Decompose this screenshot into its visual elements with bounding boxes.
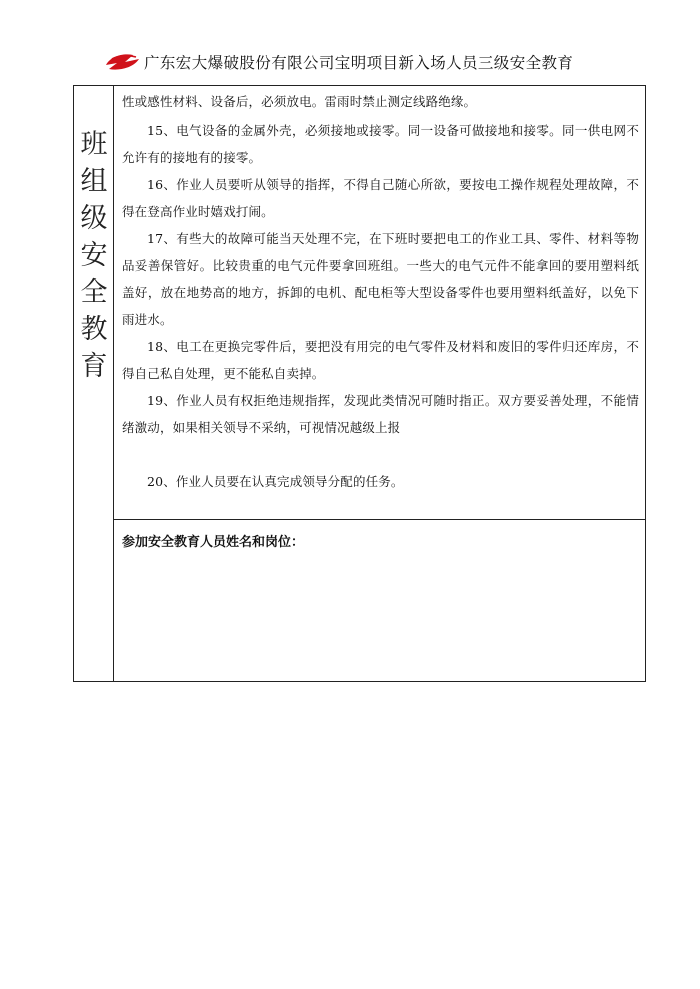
rule-paragraph: 性或感性材料、设备后，必须放电。雷雨时禁止测定线路绝缘。 (122, 94, 477, 109)
side-label-char: 教 (80, 314, 108, 345)
education-form (73, 85, 646, 682)
rule-paragraph: 16、作业人员要听从领导的指挥，不得自己随心所欲，要按电工操作规程处理故障，不得在登高作业时嬉戏打闹。 (122, 177, 639, 219)
side-label-char: 全 (80, 277, 108, 308)
page-header (0, 50, 700, 76)
document-title: 广东宏大爆破股份有限公司宝明项目新入场人员三级安全教育 (144, 54, 574, 72)
side-label-char: 班 (80, 129, 108, 160)
side-label-char: 育 (80, 351, 108, 382)
side-label-cell (74, 86, 114, 681)
side-label (74, 126, 114, 385)
signature-label: 参加安全教育人员姓名和岗位： (122, 535, 305, 550)
side-label-char: 组 (80, 166, 108, 197)
signature-section (114, 520, 645, 681)
rule-paragraph: 17、有些大的故障可能当天处理不完，在下班时要把电工的作业工具、零件、材料等物品妥善保管好。比较贵重的电气元件要拿回班组。一些大的电气元件不能拿回的要用塑料纸盖好，放在地势高的地方，拆卸的电机、配电柜等大型设备零件也要用塑料纸盖好，以免下雨进水。 (122, 231, 639, 327)
side-label-char: 级 (80, 203, 108, 234)
rules-content (114, 86, 645, 520)
rule-paragraph: 18、电工在更换完零件后，要把没有用完的电气零件及材料和废旧的零件归还库房，不得自己私自处理，更不能私自卖掉。 (122, 339, 639, 381)
side-label-char: 安 (80, 240, 108, 271)
rule-paragraph: 19、作业人员有权拒绝违规指挥，发现此类情况可随时指正。双方要妥善处理，不能情绪激动，如果相关领导不采纳，可视情况越级上报 (122, 393, 639, 435)
rule-paragraph: 15、电气设备的金属外壳，必须接地或接零。同一设备可做接地和接零。同一供电网不允许有的接地有的接零。 (122, 123, 639, 165)
company-logo-icon (103, 50, 145, 72)
rule-paragraph: 20、作业人员要在认真完成领导分配的任务。 (147, 474, 404, 489)
